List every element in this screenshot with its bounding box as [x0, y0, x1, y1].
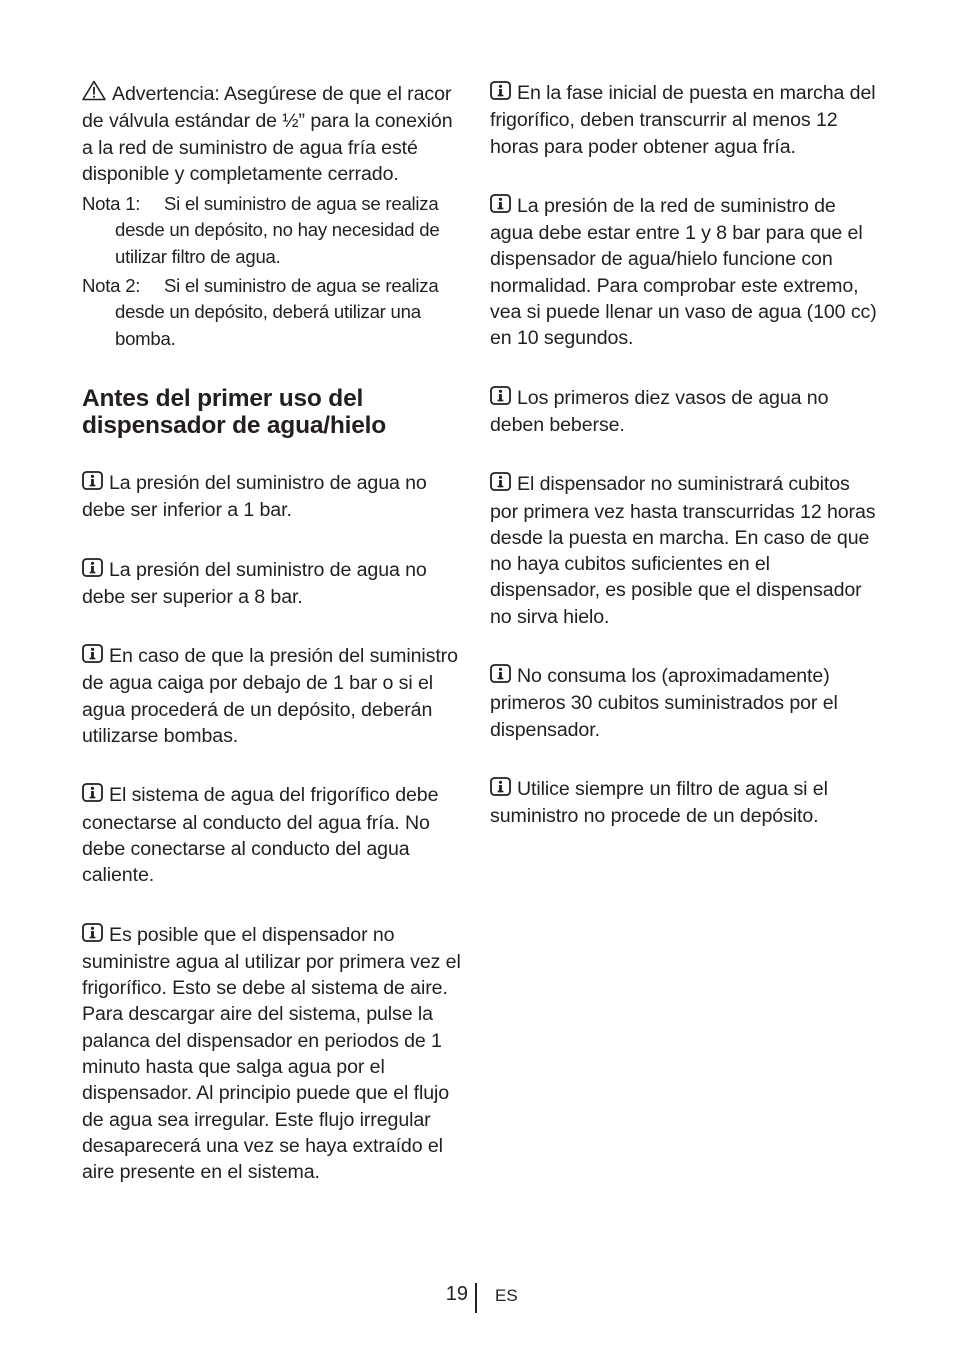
- info-text: Es posible que el dispensador no suministre agua al utilizar por primera vez el frigorífico. Esto se debe al sistema de aire. Para descargar aire del sistema, pulse la palanca del dispensador en periodos de 1 minuto hasta que salga agua por el dispensador. Al principio puede que el flujo de agua sea irregular. Este flujo irregular desaparecerá una vez se haya extraído el aire presente en el sistema.: [82, 923, 461, 1184]
- info-text: No consuma los (aproximadamente) primeros 30 cubitos suministrados por el dispensador.: [490, 665, 838, 741]
- info-text: En caso de que la presión del suministro de agua caiga por debajo de 1 bar o si el agua procederá de un depósito, deberán utilizarse bombas.: [82, 645, 458, 748]
- info-icon: [82, 644, 103, 670]
- info-paragraph: [490, 471, 880, 630]
- info-icon: [490, 777, 511, 803]
- note-label: Nota 1:: [82, 193, 141, 215]
- info-paragraph: [82, 470, 464, 524]
- info-paragraph: [82, 557, 464, 611]
- page-number: 19: [445, 1283, 468, 1305]
- left-column: [82, 80, 464, 1219]
- info-icon: [490, 472, 511, 498]
- right-column: [490, 80, 880, 863]
- warning-text: Advertencia: Asegúrese de que el racor de válvula estándar de ½” para la conexión a la red de suministro de agua fría esté disponible y completamente cerrado.: [82, 83, 453, 185]
- section-heading: Antes del primer uso del dispensador de agua/hielo: [82, 384, 387, 439]
- info-text: Utilice siempre un filtro de agua si el suministro no procede de un depósito.: [490, 777, 828, 828]
- info-text: En la fase inicial de puesta en marcha del frigorífico, deben transcurrir al menos 12 horas para poder obtener agua fría.: [490, 82, 876, 158]
- info-icon: [82, 783, 103, 809]
- note-text: Si el suministro de agua se realiza desde un depósito, no hay necesidad de utilizar filtro de agua.: [115, 193, 440, 267]
- info-text: El dispensador no suministrará cubitos por primera vez hasta transcurridas 12 horas desde la puesta en marcha. En caso de que no haya cubitos suficientes en el dispensador, es posible que el dispensador no sirva hielo.: [490, 473, 876, 628]
- note-2: [82, 273, 464, 352]
- info-paragraph: [490, 776, 880, 830]
- note-label: Nota 2:: [82, 275, 141, 297]
- note-text: Si el suministro de agua se realiza desde un depósito, deberá utilizar una bomba.: [115, 275, 439, 349]
- footer-divider: [475, 1283, 477, 1313]
- info-icon: [82, 471, 103, 497]
- info-icon: [82, 558, 103, 584]
- info-text: El sistema de agua del frigorífico debe conectarse al conducto del agua fría. No debe conectarse al conducto del agua caliente.: [82, 784, 439, 887]
- info-paragraph: [490, 663, 880, 743]
- note-1: [82, 191, 464, 270]
- info-icon: [490, 386, 511, 412]
- info-icon: [490, 81, 511, 107]
- info-paragraph: [82, 782, 464, 888]
- info-text: La presión del suministro de agua no debe ser superior a 8 bar.: [82, 558, 427, 608]
- page-footer: [0, 1280, 954, 1314]
- warning-triangle-icon: [82, 80, 106, 108]
- info-text: Los primeros diez vasos de agua no deben beberse.: [490, 386, 829, 436]
- info-text: La presión de la red de suministro de agua debe estar entre 1 y 8 bar para que el dispensador de agua/hielo funcione con normalidad. Para comprobar este extremo, vea si puede llenar un vaso de agua (100 cc) en 10 segundos.: [490, 194, 877, 350]
- info-icon: [490, 194, 511, 220]
- info-paragraph: [82, 922, 464, 1186]
- info-paragraph: [490, 193, 880, 352]
- info-paragraph: [490, 80, 880, 160]
- info-paragraph: [82, 643, 464, 749]
- info-text: La presión del suministro de agua no debe ser inferior a 1 bar.: [82, 471, 427, 522]
- info-icon: [490, 664, 511, 690]
- language-code: ES: [495, 1286, 518, 1305]
- warning-paragraph: [82, 80, 464, 187]
- info-paragraph: [490, 385, 880, 439]
- info-icon: [82, 923, 103, 949]
